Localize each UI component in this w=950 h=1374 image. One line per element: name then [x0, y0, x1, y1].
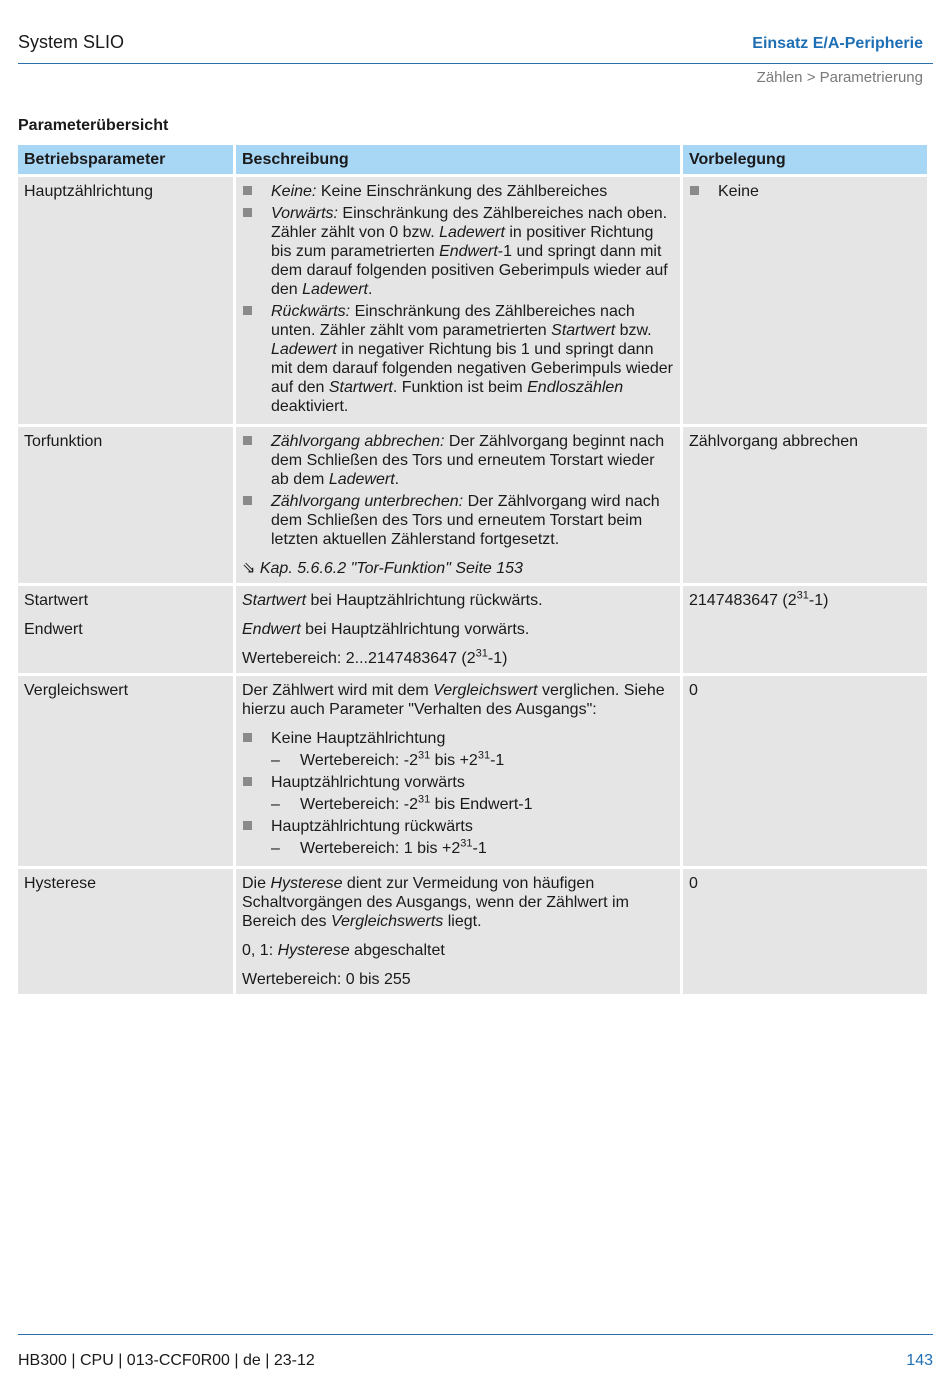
- list-item: Hauptzählrichtung rückwärts – Wertebereich: 1 bis $+2^{31}-1$: [242, 817, 674, 858]
- list-item: Rückwärts: Einschränkung des Zählbereiches nach unten. Zähler zählt vom parametrierten Startwert bzw. Ladewert in negativer Richtung bis 1 und springt dann mit dem darauf folgenden negativen Geberimpuls wieder auf den Startwert. Funktion ist beim Endloszählen deaktiviert.: [242, 302, 674, 416]
- description-line: Die Hysterese dient zur Vermeidung von häufigen Schaltvorgängen des Ausgangs, wenn der Zählwert im Bereich des Vergleichswerts liegt.: [242, 875, 629, 930]
- sub-list-item: – Wertebereich: 1 bis $+2^{31}-1$: [271, 839, 674, 858]
- param-name: Hysterese: [18, 869, 233, 994]
- table-header-row: [18, 145, 927, 174]
- chapter-reference-link[interactable]: ⇘ Kap. 5.6.6.2 "Tor-Funktion" Seite 153: [242, 560, 523, 577]
- description-line: Startwert bei Hauptzählrichtung rückwärts.: [242, 592, 543, 609]
- list-item: Vorwärts: Einschränkung des Zählbereiches nach oben. Zähler zählt von 0 bzw. Ladewert in positiver Richtung bis zum parametrierten Endwert-1 und springt dann mit dem darauf folgenden positiven Geberimpuls wieder auf den Ladewert.: [242, 204, 674, 299]
- param-default: 2147483647 $(2^{31}-1)$: [683, 586, 927, 673]
- sub-list-item: – Wertebereich: $-2^{31}$ bis $+2^{31}-1$: [271, 751, 674, 770]
- description-line: 0, 1: Hysterese abgeschaltet: [242, 942, 445, 959]
- list-item: Zählvorgang unterbrechen: Der Zählvorgang wird nach dem Schließen des Tors und erneutem Torstart beim letzten aktuellen Zählerstand fortgesetzt.: [242, 492, 674, 549]
- parameter-table: [15, 142, 930, 997]
- param-name-startwert: Startwert: [24, 592, 89, 609]
- header-product-title: System SLIO: [18, 32, 125, 52]
- list-item: Keine: Keine Einschränkung des Zählbereiches: [242, 182, 674, 201]
- list-item: Keine: [689, 182, 921, 201]
- header-divider: [18, 63, 933, 64]
- value-range: Wertebereich: 2...2147483647 $(2^{31}-1)$: [242, 647, 508, 667]
- sub-list: [271, 795, 674, 814]
- column-header-default: Vorbelegung: [683, 145, 927, 174]
- sub-list: [271, 839, 674, 858]
- param-name: Torfunktion: [18, 427, 233, 583]
- bullet-list: [242, 432, 674, 549]
- breadcrumb: Zählen > Parametrierung: [756, 69, 923, 86]
- param-name: Hauptzählrichtung: [18, 177, 233, 424]
- param-default: [683, 177, 927, 424]
- bullet-list: [242, 182, 674, 416]
- reference-arrow-icon: ⇘: [242, 560, 256, 577]
- column-header-parameter: Betriebsparameter: [18, 145, 233, 174]
- description-intro: Der Zählwert wird mit dem Vergleichswert verglichen. Siehe hierzu auch Parameter "Verhalten des Ausgangs":: [242, 682, 665, 718]
- param-default: 0: [683, 676, 927, 866]
- param-description: [236, 427, 680, 583]
- column-header-description: Beschreibung: [236, 145, 680, 174]
- param-description: [236, 869, 680, 994]
- table-row-startwert-endwert: [18, 586, 927, 673]
- param-name: [18, 586, 233, 673]
- param-default: Zählvorgang abbrechen: [683, 427, 927, 583]
- param-default: 0: [683, 869, 927, 994]
- param-name: Vergleichswert: [18, 676, 233, 866]
- sub-list: [271, 751, 674, 770]
- header-chapter-title: Einsatz E/A-Peripherie: [752, 35, 923, 52]
- footer-divider: [18, 1334, 933, 1335]
- description-line: Endwert bei Hauptzählrichtung vorwärts.: [242, 621, 530, 638]
- table-row-hauptzaehlrichtung: [18, 177, 927, 424]
- param-description: [236, 676, 680, 866]
- list-item: Keine Hauptzählrichtung – Wertebereich: $-2^{31}$ bis $+2^{31}-1$: [242, 729, 674, 770]
- value-range: Wertebereich: 0 bis 255: [242, 971, 411, 988]
- table-row-vergleichswert: [18, 676, 927, 866]
- sub-list-item: – Wertebereich: $-2^{31}$ bis Endwert-1: [271, 795, 674, 814]
- section-title: Parameterübersicht: [18, 117, 169, 134]
- param-name-endwert: Endwert: [24, 621, 83, 638]
- list-item: Zählvorgang abbrechen: Der Zählvorgang beginnt nach dem Schließen des Tors und erneutem Torstart wieder ab dem Ladewert.: [242, 432, 674, 489]
- page-number: 143: [906, 1352, 933, 1369]
- bullet-list: [242, 729, 674, 858]
- bullet-list: [689, 182, 921, 201]
- table-row-hysterese: [18, 869, 927, 994]
- param-description: [236, 177, 680, 424]
- list-item: Hauptzählrichtung vorwärts – Wertebereich: $-2^{31}$ bis Endwert-1: [242, 773, 674, 814]
- footer-document-id: HB300 | CPU | 013-CCF0R00 | de | 23-12: [18, 1352, 315, 1369]
- table-row-torfunktion: [18, 427, 927, 583]
- param-description: [236, 586, 680, 673]
